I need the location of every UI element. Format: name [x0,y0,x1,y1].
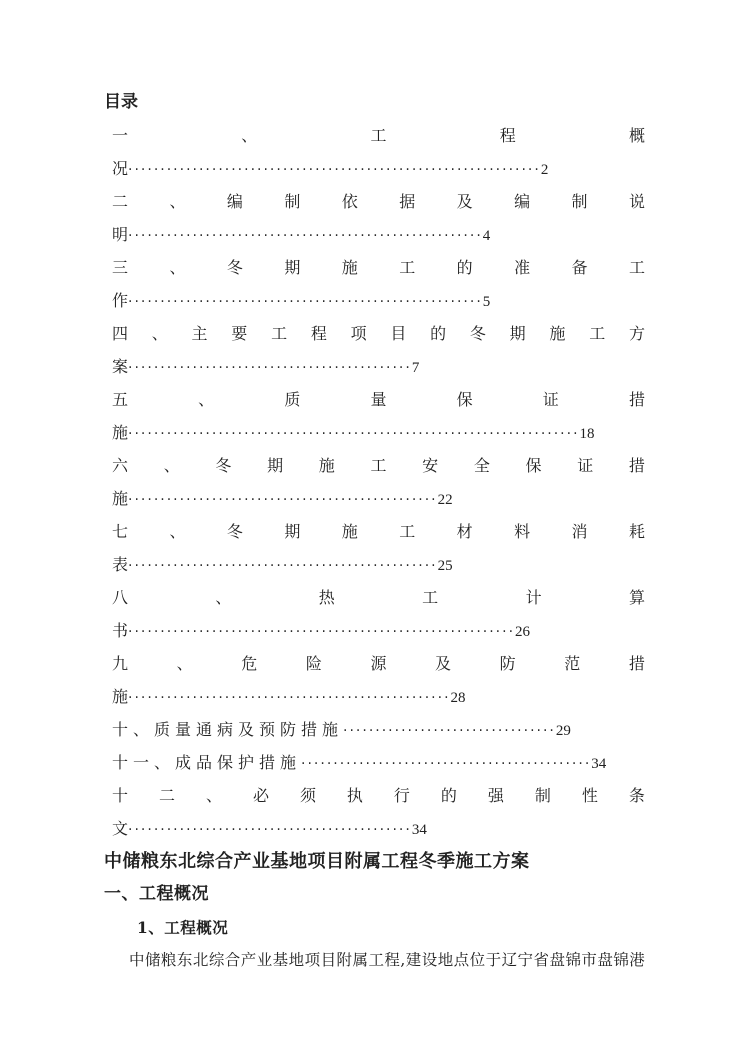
toc-dot-leader: ······················································· [128,294,483,310]
toc-entry-char: 方 [628,324,645,343]
toc-entry-char: 六 [112,456,129,475]
toc-entry-char: 七 [112,522,129,541]
toc-entry-char: 及 [456,192,473,211]
toc-entry-char: 的 [430,324,447,343]
toc-page-number: 7 [411,360,420,376]
toc-entry-char: 危 [241,654,258,673]
toc-entry-char: 条 [628,786,645,805]
toc-entry-char: 全 [473,456,490,475]
toc-entry-wrap-line [104,350,645,383]
toc-entry-char: 二 [158,786,175,805]
toc-dot-leader: ················································ [128,492,438,508]
toc-entry-title-line [104,581,645,614]
toc-entry-wrap-line [104,416,645,449]
toc-entry-title-line [104,317,645,350]
toc-page-number: 26 [515,624,531,640]
toc-entry-char: 的 [440,786,457,805]
toc-dot-leader: ······················································· [128,228,483,244]
toc-entry-char: 、 [163,456,180,475]
toc-entry-char: 证 [542,390,559,409]
toc-entry-char: 工 [271,324,288,343]
toc-entry-char: 冬 [469,324,486,343]
toc-entry-char: 期 [509,324,526,343]
toc-page-number: 34 [591,756,607,772]
toc-entry-char: 工 [370,126,387,145]
toc-entry-tail-char: 施 [112,423,129,442]
toc-page-number: 34 [411,822,427,838]
toc-heading: 目录 [104,92,138,112]
toc-entry-char: 准 [514,258,531,277]
toc-entry-char: 计 [525,588,542,607]
toc-page-number: 29 [555,723,571,739]
toc-entry-tail-char: 明 [112,225,129,244]
toc-entry-tail-char: 案 [112,357,129,376]
toc-entry-char: 工 [399,258,416,277]
toc-entry-char: 制 [571,192,588,211]
toc-entry-char: 编 [226,192,243,211]
toc-entry-char: 算 [628,588,645,607]
toc-entry-title-line [104,383,645,416]
toc-entry-title-line [104,515,645,548]
toc-entry-char: 程 [310,324,327,343]
toc-entry-wrap-line [104,614,645,647]
toc-list [104,119,645,845]
toc-entry-char: 热 [318,588,335,607]
toc-entry-char: 、 [151,324,168,343]
toc-entry-wrap-line [104,284,645,317]
toc-entry-char: 一 [112,126,129,145]
body-paragraph: 中储粮东北综合产业基地项目附属工程,建设地点位于辽宁省盘锦市盘锦港 [129,951,645,969]
toc-entry-char: 五 [112,390,129,409]
toc-entry-wrap-line [104,680,645,713]
toc-entry-char: 冬 [226,522,243,541]
toc-entry-char: 依 [341,192,358,211]
toc-entry-char: 源 [370,654,387,673]
toc-entry-title-line [104,779,645,812]
toc-entry-char: 、 [205,786,222,805]
toc-entry-wrap-line [104,548,645,581]
toc-entry-char: 证 [577,456,594,475]
toc-entry-wrap-line [104,152,645,185]
toc-entry-char: 程 [499,126,516,145]
toc-entry-char: 措 [628,654,645,673]
toc-entry-char: 质 [284,390,301,409]
toc-entry-char: 消 [571,522,588,541]
toc-entry-char: 九 [112,654,129,673]
toc-entry-char: 据 [399,192,416,211]
toc-entry-tail-char: 施 [112,489,129,508]
section-heading: 一、工程概况 [104,884,209,904]
toc-entry-char: 、 [176,654,193,673]
toc-dot-leader: ······································································ [128,426,580,442]
toc-entry-tail-char: 书 [112,621,129,640]
toc-entry-wrap-line [104,218,645,251]
toc-entry-char: 二 [112,192,129,211]
toc-entry-char: 十 [112,786,129,805]
toc-entry-title: 十、质量通病及预防措施 [112,720,344,739]
toc-page-number: 5 [482,294,491,310]
toc-entry-char: 期 [284,258,301,277]
toc-entry-title-line [104,647,645,680]
toc-entry-char: 耗 [628,522,645,541]
toc-entry-tail-char: 文 [112,819,129,838]
toc-page-number: 22 [437,492,453,508]
subsection-heading: 1、工程概况 [137,918,229,937]
toc-entry-tail-char: 况 [112,159,129,178]
toc-entry-char: 备 [571,258,588,277]
toc-dot-leader: ·················································· [128,690,451,706]
toc-entry-char: 的 [456,258,473,277]
toc-entry-char: 措 [628,456,645,475]
toc-entry-char: 安 [422,456,439,475]
toc-entry-char: 编 [514,192,531,211]
toc-entry-char: 制 [284,192,301,211]
toc-entry-char: 期 [284,522,301,541]
toc-entry-char: 说 [628,192,645,211]
toc-entry-char: 、 [169,258,186,277]
toc-entry-char: 目 [390,324,407,343]
toc-entry-title: 十一、成品保护措施 [112,753,302,772]
toc-entry-char: 施 [318,456,335,475]
toc-entry-char: 冬 [226,258,243,277]
toc-entry-tail-char: 施 [112,687,129,706]
toc-entry-char: 、 [169,192,186,211]
toc-entry-char: 、 [215,588,232,607]
toc-dot-leader: ································· [343,723,556,739]
toc-entry-char: 保 [456,390,473,409]
toc-dot-leader: ············································ [128,822,412,838]
toc-entry-char: 工 [370,456,387,475]
toc-entry-char: 、 [198,390,215,409]
toc-page-number: 28 [450,690,466,706]
toc-entry-char: 工 [422,588,439,607]
toc-entry-char: 执 [346,786,363,805]
toc-entry-char: 强 [487,786,504,805]
toc-entry-tail-char: 作 [112,291,129,310]
toc-entry-char: 性 [581,786,598,805]
toc-entry-char: 量 [370,390,387,409]
toc-dot-leader: ············································· [301,756,592,772]
toc-entry-char: 材 [456,522,473,541]
toc-dot-leader: ···························································· [128,624,516,640]
toc-page-number: 2 [540,162,549,178]
toc-entry-char: 工 [628,258,645,277]
toc-entry [104,713,645,746]
toc-entry-char: 期 [267,456,284,475]
toc-entry-char: 料 [514,522,531,541]
toc-entry-char: 概 [628,126,645,145]
toc-page-number: 4 [482,228,491,244]
toc-entry-wrap-line [104,482,645,515]
toc-entry-char: 施 [341,258,358,277]
toc-entry-tail-char: 表 [112,555,129,574]
toc-entry-char: 措 [628,390,645,409]
toc-entry-char: 防 [499,654,516,673]
toc-dot-leader: ································································ [128,162,541,178]
toc-entry-char: 行 [393,786,410,805]
toc-entry-title-line [104,449,645,482]
toc-entry-char: 四 [112,324,129,343]
toc-entry [104,746,645,779]
toc-entry-char: 、 [169,522,186,541]
toc-entry-char: 要 [231,324,248,343]
toc-entry-char: 须 [299,786,316,805]
toc-entry-title-line [104,185,645,218]
toc-entry-char: 冬 [215,456,232,475]
toc-entry-char: 项 [350,324,367,343]
toc-entry-char: 三 [112,258,129,277]
toc-entry-char: 主 [191,324,208,343]
toc-entry-char: 工 [589,324,606,343]
toc-entry-char: 施 [549,324,566,343]
document-title: 中储粮东北综合产业基地项目附属工程冬季施工方案 [104,851,530,872]
toc-entry-title-line [104,119,645,152]
toc-entry-char: 范 [564,654,581,673]
toc-entry-char: 保 [525,456,542,475]
toc-entry-char: 工 [399,522,416,541]
toc-page-number: 18 [579,426,595,442]
toc-entry-char: 八 [112,588,129,607]
toc-page-number: 25 [437,558,453,574]
toc-entry-title-line [104,251,645,284]
toc-entry-char: 施 [341,522,358,541]
toc-dot-leader: ················································ [128,558,438,574]
toc-entry-char: 险 [305,654,322,673]
toc-entry-char: 及 [435,654,452,673]
toc-entry-wrap-line [104,812,645,845]
toc-entry-char: 制 [534,786,551,805]
toc-entry-char: 必 [252,786,269,805]
toc-dot-leader: ············································ [128,360,412,376]
toc-entry-char: 、 [241,126,258,145]
